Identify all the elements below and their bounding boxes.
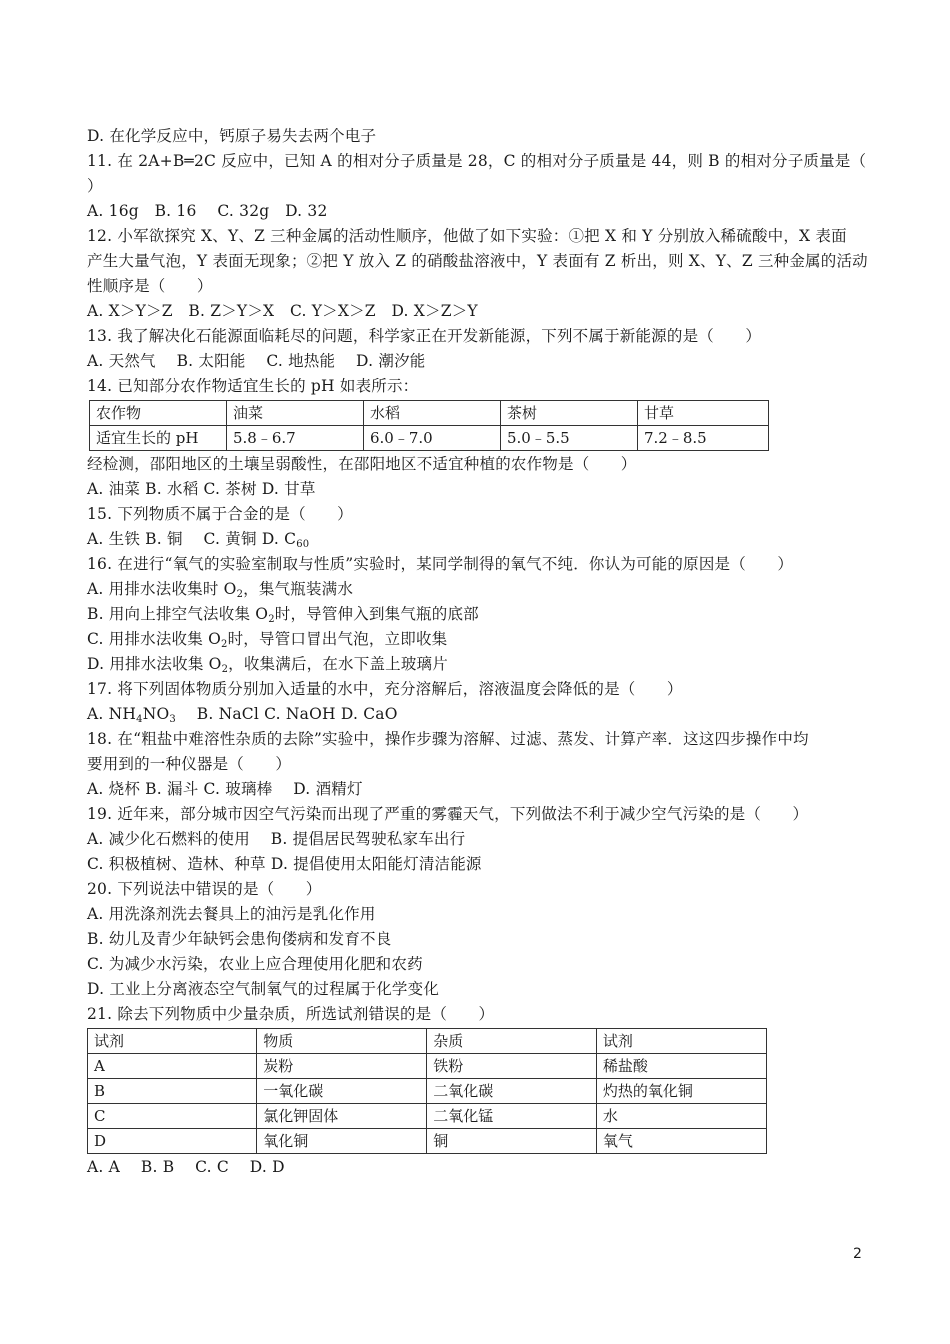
q16-stem: 16. 在进行“氧气的实验室制取与性质”实验时，某同学制得的氧气不纯．你认为可能的原因是（ ） [87, 555, 794, 573]
table-cell: D [88, 1129, 257, 1154]
table-cell: 炭粉 [257, 1054, 427, 1079]
q12-stem: 12. 小军欲探究 X、Y、Z 三种金属的活动性顺序，他做了如下实验：①把 X 和 Y 分别放入稀硫酸中，X 表面 [87, 227, 847, 245]
option-text: B. NaCl C. NaOH D. CaO [175, 705, 398, 723]
q10-option-d: D. 在化学反应中，钙原子易失去两个电子 [87, 127, 377, 145]
option-text: C. 用排水法收集 O [87, 630, 221, 648]
q13-options: A. 天然气 B. 太阳能 C. 地热能 D. 潮汐能 [87, 352, 426, 370]
table-cell: 稀盐酸 [596, 1054, 766, 1079]
table-cell: 5.0﹣5.5 [501, 426, 638, 451]
q15-stem: 15. 下列物质不属于合金的是（ ） [87, 505, 353, 523]
q17-stem: 17. 将下列固体物质分别加入适量的水中，充分溶解后，溶液温度会降低的是（ ） [87, 680, 683, 698]
table-cell: 6.0﹣7.0 [364, 426, 501, 451]
table-cell: 氧气 [596, 1129, 766, 1154]
subscript: 2 [236, 589, 244, 600]
q14-options: A. 油菜 B. 水稻 C. 茶树 D. 甘草 [87, 480, 316, 498]
impurity-table [87, 1028, 767, 1154]
option-text: A. 用排水法收集时 O [87, 580, 237, 598]
q13-stem: 13. 我了解决化石能源面临耗尽的问题，科学家正在开发新能源，下列不属于新能源的是（ ） [87, 327, 762, 345]
table-cell: 试剂 [88, 1029, 257, 1054]
table-cell: 适宜生长的 pH [90, 426, 227, 451]
table-cell: 水 [596, 1104, 766, 1129]
table-cell: 物质 [257, 1029, 427, 1054]
q19-stem: 19. 近年来，部分城市因空气污染而出现了严重的雾霾天气，下列做法不利于减少空气污染的是（ ） [87, 805, 809, 823]
table-row [90, 401, 769, 426]
q20-stem: 20. 下列说法中错误的是（ ） [87, 880, 322, 898]
q12-options: A. X＞Y＞Z B. Z＞Y＞X C. Y＞X＞Z D. X＞Z＞Y [87, 302, 478, 320]
q16-option-a [87, 577, 867, 602]
table-cell: 甘草 [638, 401, 769, 426]
table-cell: A [88, 1054, 257, 1079]
subscript: 60 [296, 539, 310, 550]
q20-option-b: B. 幼儿及青少年缺钙会患佝偻病和发育不良 [87, 930, 392, 948]
option-text: ，收集满后，在水下盖上玻璃片 [228, 655, 448, 673]
table-cell: 铁粉 [427, 1054, 597, 1079]
table-row [88, 1079, 767, 1104]
table-cell: 5.8﹣6.7 [227, 426, 364, 451]
q11-stem-cont: ） [87, 177, 103, 195]
table-cell: B [88, 1079, 257, 1104]
q19-options-ab: A. 减少化石燃料的使用 B. 提倡居民驾驶私家车出行 [87, 830, 466, 848]
subscript: 2 [221, 639, 228, 650]
table-row [88, 1104, 767, 1129]
q20-option-d: D. 工业上分离液态空气制氧气的过程属于化学变化 [87, 980, 440, 998]
q12-stem-end: 性顺序是（ ） [87, 277, 213, 295]
option-text: ，集气瓶装满水 [243, 580, 354, 598]
table-cell: 农作物 [90, 401, 227, 426]
q21-stem: 21. 除去下列物质中少量杂质，所选试剂错误的是（ ） [87, 1005, 495, 1023]
table-cell: 二氧化锰 [427, 1104, 597, 1129]
table-cell: C [88, 1104, 257, 1129]
subscript: 4 [136, 714, 143, 725]
option-text: B. 用向上排空气法收集 O [87, 605, 269, 623]
q11-options: A. 16g B. 16 C. 32g D. 32 [87, 202, 328, 220]
q18-stem: 18. 在“粗盐中难溶性杂质的去除”实验中，操作步骤为溶解、过滤、蒸发、计算产率．这这四步操作中均 [87, 730, 809, 748]
option-text: 时，导管伸入到集气瓶的底部 [274, 605, 479, 623]
table-row [88, 1054, 767, 1079]
q15-options [87, 527, 867, 552]
q16-option-d [87, 652, 867, 677]
table-cell: 试剂 [596, 1029, 766, 1054]
table-cell: 杂质 [427, 1029, 597, 1054]
q19-options-cd: C. 积极植树、造林、种草 D. 提倡使用太阳能灯清洁能源 [87, 855, 482, 873]
q16-option-b [87, 602, 867, 627]
q20-option-a: A. 用洗涤剂洗去餐具上的油污是乳化作用 [87, 905, 376, 923]
page-number: 2 [853, 1246, 862, 1262]
table-cell: 一氧化碳 [257, 1079, 427, 1104]
option-text: 时，导管口冒出气泡，立即收集 [227, 630, 448, 648]
table-cell: 氧化铜 [257, 1129, 427, 1154]
q21-options: A. A B. B C. C D. D [87, 1158, 285, 1176]
q18-stem-cont: 要用到的一种仪器是（ ） [87, 755, 292, 773]
q15-options-text: A. 生铁 B. 铜 C. 黄铜 D. C [87, 530, 297, 548]
subscript: 3 [169, 714, 176, 725]
q14-stem-cont: 经检测，邵阳地区的土壤呈弱酸性，在邵阳地区不适宜种植的农作物是（ ） [87, 455, 637, 473]
table-cell: 水稻 [364, 401, 501, 426]
table-cell: 铜 [427, 1129, 597, 1154]
subscript: 2 [268, 614, 275, 625]
q12-stem-cont: 产生大量气泡，Y 表面无现象；②把 Y 放入 Z 的硝酸盐溶液中，Y 表面有 Z 析出，则 X、Y、Z 三种金属的活动 [87, 252, 868, 270]
option-text: D. 用排水法收集 O [87, 655, 222, 673]
q17-options [87, 702, 867, 727]
option-text: NO [142, 705, 170, 723]
table-row [88, 1129, 767, 1154]
table-cell: 灼热的氧化铜 [596, 1079, 766, 1104]
table-cell: 茶树 [501, 401, 638, 426]
table-row [90, 426, 769, 451]
table-row [88, 1029, 767, 1054]
q20-option-c: C. 为减少水污染，农业上应合理使用化肥和农药 [87, 955, 423, 973]
page-content [87, 124, 867, 1180]
subscript: 2 [221, 664, 229, 675]
ph-table [89, 400, 769, 451]
table-cell: 氯化钾固体 [257, 1104, 427, 1129]
option-text: A. NH [87, 705, 137, 723]
table-cell: 7.2﹣8.5 [638, 426, 769, 451]
q18-options: A. 烧杯 B. 漏斗 C. 玻璃棒 D. 酒精灯 [87, 780, 363, 798]
q16-option-c [87, 627, 867, 652]
table-cell: 二氧化碳 [427, 1079, 597, 1104]
q11-stem: 11. 在 2A+B═2C 反应中，已知 A 的相对分子质量是 28，C 的相对分子质量是 44，则 B 的相对分子质量是（ [87, 152, 867, 170]
table-cell: 油菜 [227, 401, 364, 426]
q14-stem: 14. 已知部分农作物适宜生长的 pH 如表所示： [87, 377, 419, 395]
